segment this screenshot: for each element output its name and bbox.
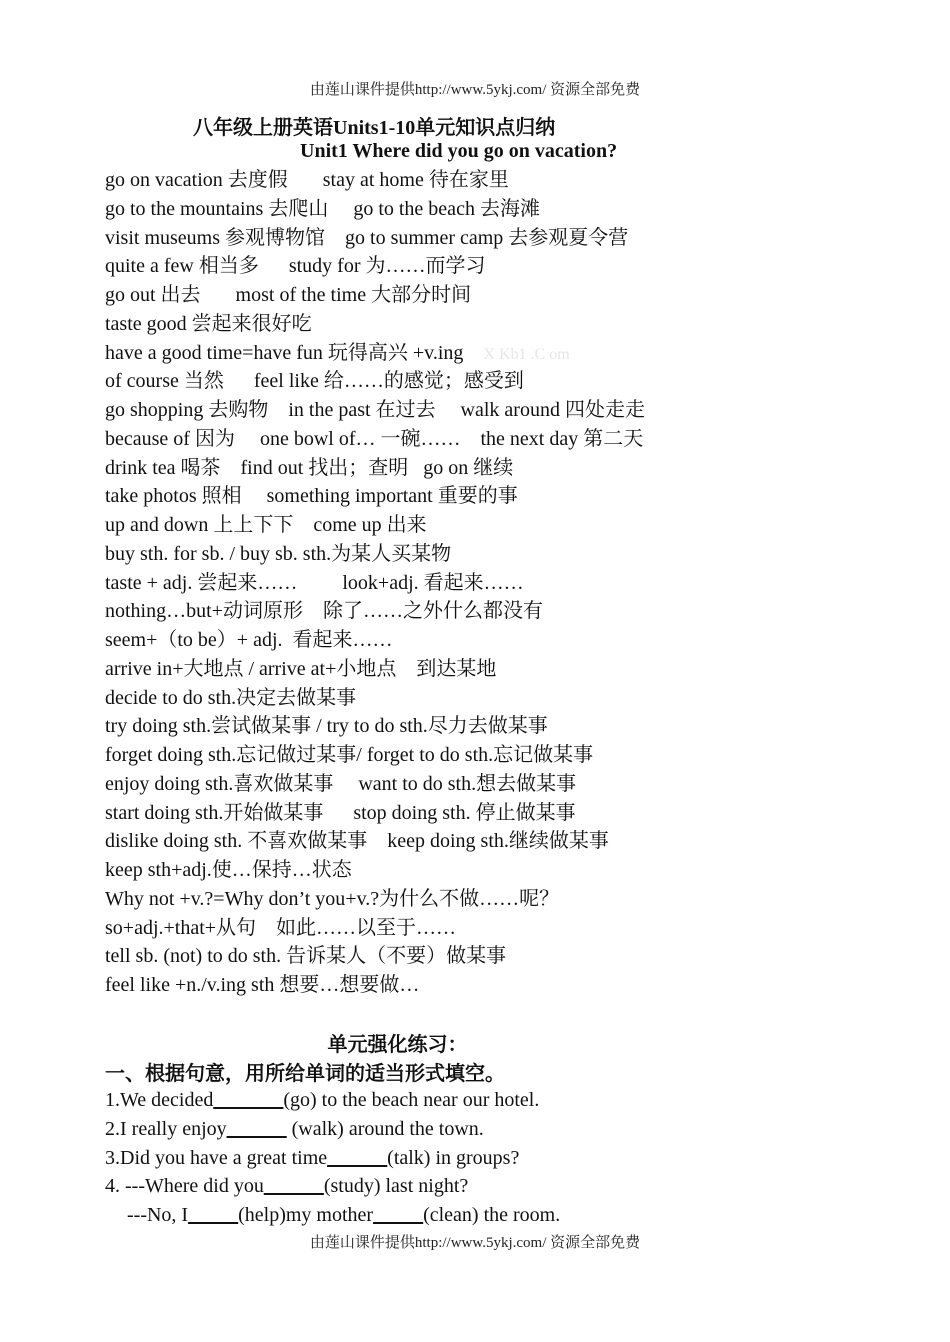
vocab-line: dislike doing sth. 不喜欢做某事 keep doing sth.继续做某事 xyxy=(105,830,609,853)
vocab-line: quite a few 相当多 study for 为……而学习 xyxy=(105,255,486,278)
exercise-suffix: (clean) the room. xyxy=(423,1204,561,1226)
vocab-line: feel like +n./v.ing sth 想要…想要做… xyxy=(105,974,420,996)
vocab-line: taste + adj. 尝起来…… look+adj. 看起来…… xyxy=(105,571,524,594)
exercise-prefix: 4. ---Where did you xyxy=(105,1175,264,1198)
vocab-line: up and down 上上下下 come up 出来 xyxy=(105,514,427,536)
exercise-suffix: (go) to the beach near our hotel. xyxy=(283,1089,540,1111)
exercise-item xyxy=(105,1115,905,1144)
exercise-suffix: (walk) around the town. xyxy=(286,1117,484,1140)
vocab-line: forget doing sth.忘记做过某事/ forget to do sth.忘记做某事 xyxy=(105,744,594,766)
exercise-title: 单元强化练习： xyxy=(327,1034,468,1056)
exercise-list xyxy=(105,1086,905,1230)
vocab-line: taste good 尝起来很好吃 xyxy=(105,312,312,335)
page-header: 由莲山课件提供http://www.5ykj.com/ 资源全部免费 xyxy=(309,82,641,98)
exercise-suffix: (talk) in groups? xyxy=(387,1146,520,1169)
section-heading: 一、根据句意，用所给单词的适当形式填空。 xyxy=(105,1063,505,1085)
exercise-item xyxy=(105,1144,905,1173)
page-footer: 由莲山课件提供http://www.5ykj.com/ 资源全部免费 xyxy=(309,1235,641,1251)
vocab-line: tell sb. (not) to do sth. 告诉某人（不要）做某事 xyxy=(105,945,507,968)
exercise-middle: (help)my mother xyxy=(238,1204,374,1226)
vocab-line: go to the mountains 去爬山 go to the beach 去海滩 xyxy=(105,197,540,220)
vocab-line: visit museums 参观博物馆 go to summer camp 去参观夏令营 xyxy=(105,226,629,249)
exercise-item-response xyxy=(105,1201,905,1230)
vocab-line-text: have a good time=have fun 玩得高兴 +v.ing xyxy=(105,341,464,364)
vocab-line: enjoy doing sth.喜欢做某事 want to do sth.想去做某事 xyxy=(105,772,577,795)
exercise-prefix: 1.We decided xyxy=(105,1089,214,1111)
vocabulary-list xyxy=(105,166,905,1000)
vocab-line: nothing…but+动词原形 除了……之外什么都没有 xyxy=(105,600,543,623)
vocab-line: seem+（to be）+ adj. 看起来…… xyxy=(105,629,393,651)
vocab-line: drink tea 喝茶 find out 找出；查明 go on 继续 xyxy=(105,456,514,479)
vocab-line: decide to do sth.决定去做某事 xyxy=(105,686,357,709)
exercise-suffix: (study) last night? xyxy=(323,1175,469,1198)
vocab-line: buy sth. for sb. / buy sb. sth.为某人买某物 xyxy=(105,542,452,565)
exercise-prefix: 3.Did you have a great time xyxy=(105,1146,328,1169)
answer-blank: _______ xyxy=(213,1089,284,1111)
answer-blank: _____ xyxy=(373,1204,424,1226)
exercise-item xyxy=(105,1086,905,1115)
vocab-line: go out 出去 most of the time 大部分时间 xyxy=(105,284,472,306)
vocab-line: go on vacation 去度假 stay at home 待在家里 xyxy=(105,169,509,191)
vocab-line: because of 因为 one bowl of… 一碗…… the next day 第二天 xyxy=(105,427,644,450)
vocab-line: so+adj.+that+从句 如此……以至于…… xyxy=(105,916,457,939)
vocab-line: keep sth+adj.使…保持…状态 xyxy=(105,859,352,881)
exercise-prefix: 2.I really enjoy xyxy=(105,1117,227,1140)
answer-blank: _____ xyxy=(188,1204,239,1226)
answer-blank: ______ xyxy=(263,1175,324,1198)
vocab-line: Why not +v.?=Why don’t you+v.?为什么不做……呢？ xyxy=(105,887,560,910)
vocab-line: try doing sth.尝试做某事 / try to do sth.尽力去做某事 xyxy=(105,715,548,738)
exercise-prefix: ---No, I xyxy=(127,1204,189,1226)
unit-title: Unit1 Where did you go on vacation? xyxy=(300,140,618,162)
vocab-line: of course 当然 feel like 给……的感觉；感受到 xyxy=(105,370,524,393)
answer-blank: ______ xyxy=(327,1146,388,1169)
answer-blank: ______ xyxy=(226,1117,287,1140)
vocab-line: go shopping 去购物 in the past 在过去 walk around 四处走走 xyxy=(105,399,645,421)
exercise-item xyxy=(105,1172,905,1201)
vocab-line-with-watermark xyxy=(105,339,905,368)
document-title: 八年级上册英语Units1-10单元知识点归纳 xyxy=(193,117,556,139)
vocab-line: arrive in+大地点 / arrive at+小地点 到达某地 xyxy=(105,657,497,680)
vocab-line: take photos 照相 something important 重要的事 xyxy=(105,485,518,508)
watermark-text: X Kb1 .C om xyxy=(483,345,570,363)
vocab-line: start doing sth.开始做某事 stop doing sth. 停止做某事 xyxy=(105,801,576,824)
